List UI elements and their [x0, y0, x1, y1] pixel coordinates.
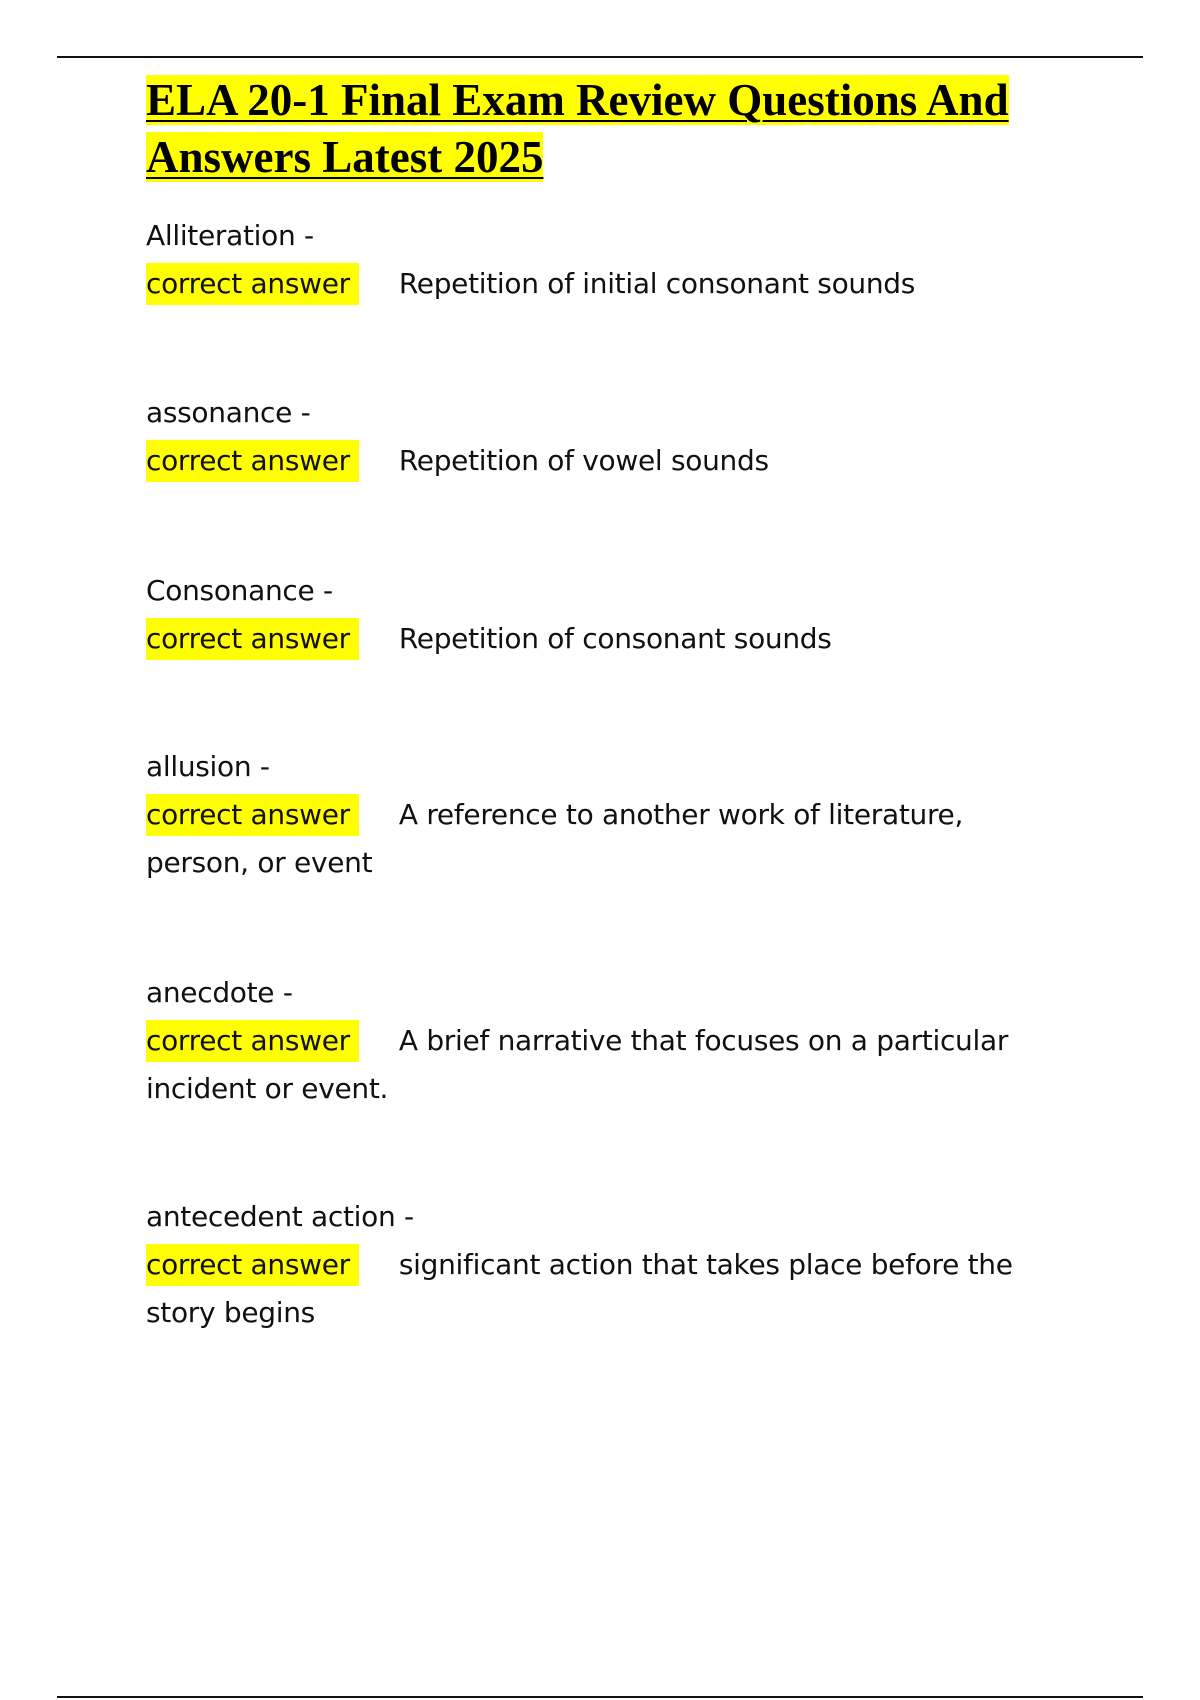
- definition: Repetition of consonant sounds: [398, 622, 832, 655]
- term: allusion -: [146, 750, 270, 783]
- correct-answer-label: correct answer: [146, 1244, 359, 1286]
- bottom-rule: [57, 1696, 1143, 1698]
- correct-answer-label: correct answer: [146, 440, 359, 482]
- term: antecedent action -: [146, 1200, 414, 1233]
- definition: A reference to another work of literature, person, or event: [146, 798, 964, 879]
- definition: Repetition of vowel sounds: [398, 444, 769, 477]
- flashcard-entry: [146, 389, 1086, 567]
- definition-line: [146, 791, 976, 887]
- flashcard-entry: [146, 567, 1086, 743]
- flashcard-entry: [146, 743, 1086, 969]
- definition: Repetition of initial consonant sounds: [398, 267, 916, 300]
- flashcard-entry: [146, 212, 1086, 389]
- definition-line: [146, 1241, 1036, 1337]
- top-rule: [57, 56, 1143, 58]
- title-line-1: ELA 20-1 Final Exam Review Questions And: [146, 75, 1009, 125]
- flashcard-entry: [146, 969, 1086, 1193]
- definition: A brief narrative that focuses on a particular incident or event.: [146, 1024, 1009, 1105]
- definition-line: [146, 260, 1046, 308]
- flashcard-list: [146, 212, 1086, 1337]
- term: Consonance -: [146, 574, 333, 607]
- document-body: [146, 72, 1086, 1337]
- title-line-2: Answers Latest 2025: [146, 132, 544, 182]
- document-title: [146, 72, 1086, 186]
- correct-answer-label: correct answer: [146, 794, 359, 836]
- definition-line: [146, 1017, 1036, 1113]
- term: assonance -: [146, 396, 311, 429]
- correct-answer-label: correct answer: [146, 263, 359, 305]
- flashcard-entry: [146, 1193, 1086, 1337]
- definition-line: [146, 437, 1046, 485]
- term: Alliteration -: [146, 219, 314, 252]
- definition-line: [146, 615, 1046, 663]
- correct-answer-label: correct answer: [146, 1020, 359, 1062]
- correct-answer-label: correct answer: [146, 618, 359, 660]
- definition: significant action that takes place before the story begins: [146, 1248, 1013, 1329]
- term: anecdote -: [146, 976, 293, 1009]
